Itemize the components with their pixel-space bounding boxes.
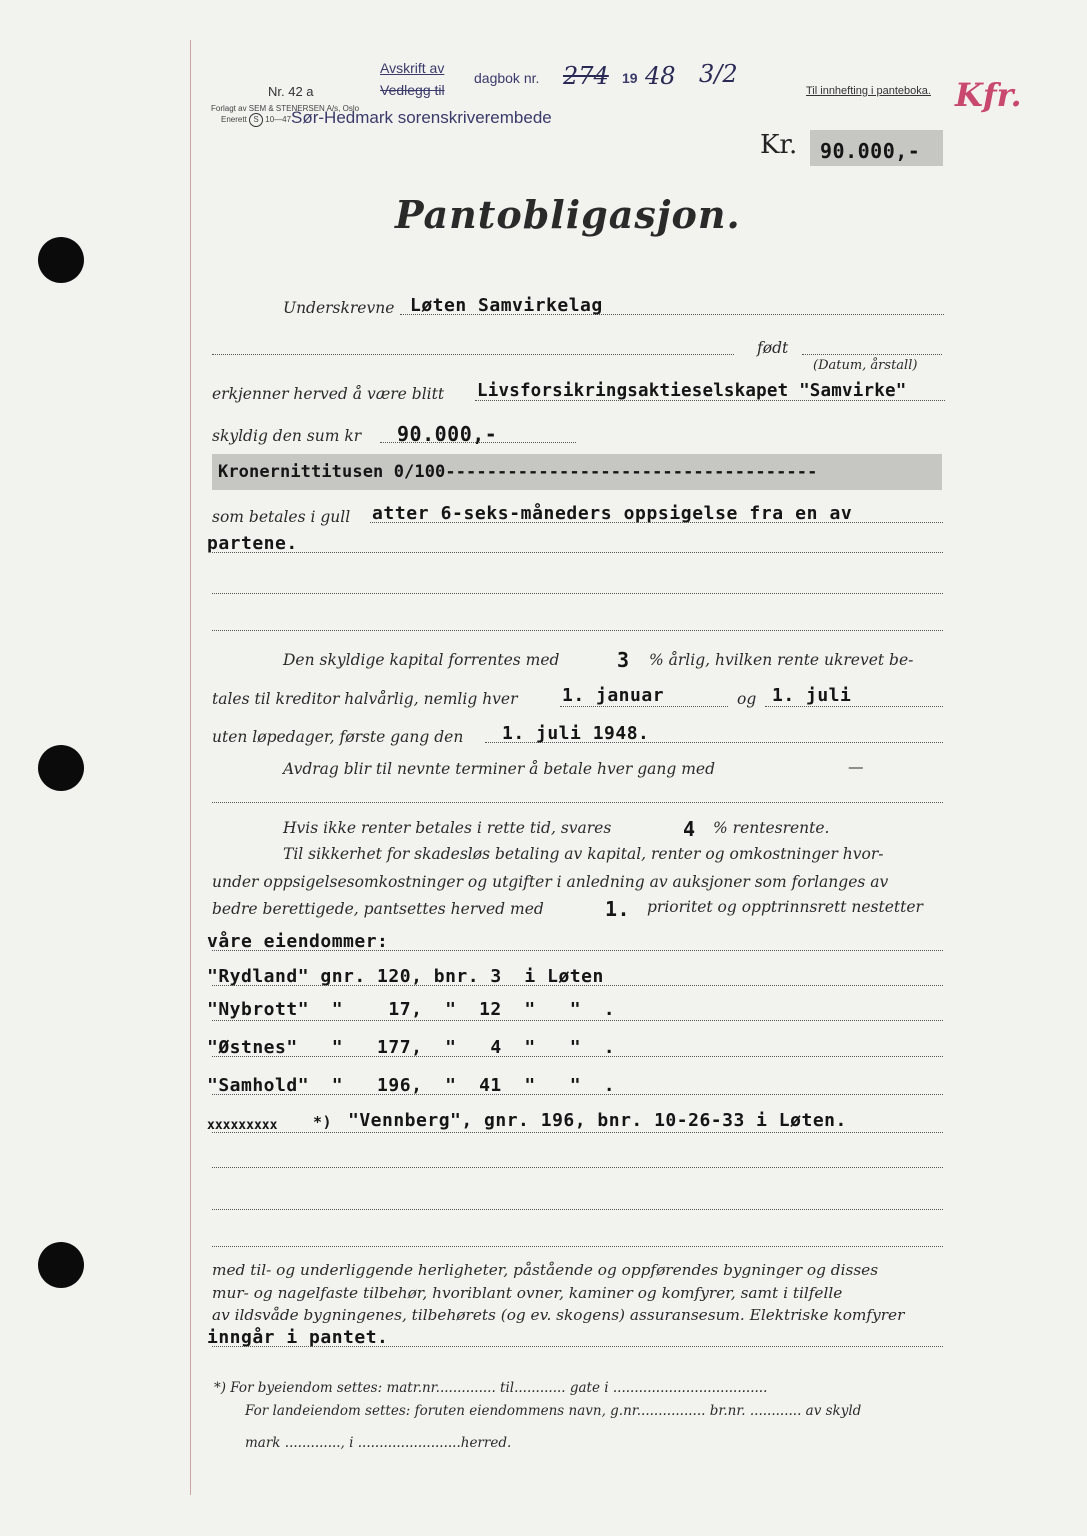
punch-hole-bottom bbox=[38, 1242, 84, 1288]
term1-value: 1. januar bbox=[562, 685, 665, 706]
amount-label: Kr. bbox=[760, 130, 798, 160]
rights-text-2: mur- og nagelfaste tilbehør, hvoriblant ovner, kaminer og komfyrer, samt i tilfelle bbox=[212, 1284, 843, 1302]
margin-line bbox=[190, 40, 191, 1495]
prop-line-1 bbox=[212, 985, 943, 986]
handwritten-year: 48 bbox=[645, 62, 676, 90]
property-row-1: "Rydland" gnr. 120, bnr. 3 i Løten bbox=[207, 966, 604, 987]
stamp-dagbok: dagbok nr. bbox=[474, 70, 540, 86]
stamp-year-prefix: 19 bbox=[622, 70, 638, 86]
install-value: — bbox=[848, 758, 864, 776]
late-rate: 4 bbox=[683, 817, 696, 841]
foedt-line-left bbox=[212, 354, 734, 355]
prop-line-2 bbox=[212, 1020, 943, 1021]
creditor-value: Livsforsikringsaktieselskapet "Samvirke" bbox=[477, 381, 907, 401]
stamp-vedlegg: Vedlegg til bbox=[380, 82, 445, 98]
prop-line-6 bbox=[212, 1167, 943, 1168]
blank-line-1 bbox=[212, 593, 943, 594]
pay-value-2: partene. bbox=[207, 533, 298, 554]
term2-line bbox=[765, 706, 943, 707]
publisher-logo-icon: S bbox=[249, 113, 263, 127]
last-property-marker: *) bbox=[313, 1113, 333, 1131]
pay-label: som betales i gull bbox=[212, 508, 351, 526]
footnote-3: mark ............., i ........................herred. bbox=[245, 1435, 512, 1451]
sum-label: skyldig den sum kr bbox=[212, 427, 362, 445]
creditor-pay-text: tales til kreditor halvårlig, nemlig hver bbox=[212, 690, 518, 708]
note-top-right: Til innhefting i panteboka. bbox=[806, 85, 931, 97]
security-text-1: Til sikkerhet for skadesløs betaling av kapital, renter og omkostninger hvor- bbox=[283, 845, 884, 863]
undersigned-value: Løten Samvirkelag bbox=[410, 295, 603, 316]
publisher-name: Forlagt av SEM & STENERSEN A/s, Oslo bbox=[211, 104, 360, 113]
rights-text-3: av ildsvåde bygningenes, tilbehørets (og ev. skogens) assuransesum. Elektriske komfyrer bbox=[212, 1306, 905, 1324]
footnote-2: For landeiendom settes: foruten eiendommens navn, g.nr................ br.nr. ............ av skyld bbox=[245, 1403, 862, 1419]
last-property: "Vennberg", gnr. 196, bnr. 10-26-33 i Løten. bbox=[348, 1110, 847, 1131]
creditor-line bbox=[475, 400, 945, 401]
properties-intro: våre eiendommer: bbox=[207, 931, 389, 952]
prop-line-4 bbox=[212, 1094, 943, 1095]
footnote-1: *) For byeiendom settes: matr.nr.............. til............ gate i .................................... bbox=[214, 1380, 768, 1396]
handwritten-initials: Kfr. bbox=[955, 76, 1022, 114]
late-text-2: % rentesrente. bbox=[713, 819, 830, 837]
install-text: Avdrag blir til nevnte terminer å betale hver gang med bbox=[283, 760, 715, 778]
rights-line bbox=[212, 1346, 943, 1347]
security-text-3: bedre berettigede, pantsettes herved med bbox=[212, 900, 544, 918]
stamp-avskrift: Avskrift av bbox=[380, 60, 445, 76]
handwritten-dagbok-number: 274 bbox=[563, 62, 609, 90]
stamp-office: Sør-Hedmark sorenskriverembede bbox=[291, 108, 552, 127]
term1-line bbox=[560, 706, 728, 707]
pay-value: atter 6-seks-måneders oppsigelse fra en av bbox=[372, 503, 853, 524]
punch-hole-middle bbox=[38, 745, 84, 791]
pay-line-2 bbox=[212, 552, 943, 553]
property-row-3: "Østnes" " 177, " 4 " " . bbox=[207, 1037, 616, 1058]
prop-line-0 bbox=[212, 950, 943, 951]
punch-hole-top bbox=[38, 237, 84, 283]
first-time-text: uten løpedager, første gang den bbox=[212, 728, 464, 746]
prop-line-8 bbox=[212, 1246, 943, 1247]
foedt-line-right bbox=[802, 354, 942, 355]
publisher-date: 10—47 bbox=[265, 115, 292, 125]
crossed-out-text: xxxxxxxxx bbox=[207, 1118, 278, 1133]
security-text-2: under oppsigelsesomkostninger og utgifter i anledning av auksjoner som forlanges av bbox=[212, 873, 889, 891]
creditor-label: erkjenner herved å være blitt bbox=[212, 385, 445, 403]
sum-words: Kronernittitusen 0/100------------------------------------ bbox=[218, 462, 818, 482]
prop-line-3 bbox=[212, 1056, 943, 1057]
late-text-1: Hvis ikke renter betales i rette tid, svares bbox=[283, 819, 612, 837]
handwritten-date: 3/2 bbox=[699, 60, 738, 88]
foedt-label: født bbox=[757, 339, 789, 357]
install-line bbox=[212, 802, 943, 803]
interest-text-1: Den skyldige kapital forrentes med bbox=[283, 651, 560, 669]
foedt-sublabel: (Datum, årstall) bbox=[813, 358, 918, 373]
form-number: Nr. 42 a bbox=[268, 84, 314, 99]
document-title: Pantobligasjon. bbox=[395, 192, 741, 237]
undersigned-label: Underskrevne bbox=[283, 299, 395, 317]
interest-rate: 3 bbox=[617, 648, 630, 672]
first-date-value: 1. juli 1948. bbox=[502, 723, 650, 744]
interest-text-2: % årlig, hvilken rente ukrevet be- bbox=[649, 651, 914, 669]
prop-line-5 bbox=[212, 1132, 943, 1133]
property-row-4: "Samhold" " 196, " 41 " " . bbox=[207, 1075, 616, 1096]
priority-value: 1. bbox=[605, 897, 631, 921]
og-label: og bbox=[737, 690, 757, 708]
term2-value: 1. juli bbox=[772, 685, 852, 706]
pay-line bbox=[370, 522, 943, 523]
publisher-enerett: Enerett bbox=[221, 115, 247, 125]
blank-line-2 bbox=[212, 630, 943, 631]
property-row-2: "Nybrott" " 17, " 12 " " . bbox=[207, 999, 616, 1020]
rights-text-1: med til- og underliggende herligheter, påstående og oppførendes bygninger og disses bbox=[212, 1261, 879, 1279]
security-text-4: prioritet og opptrinnsrett nestetter bbox=[647, 898, 923, 916]
sum-value: 90.000,- bbox=[397, 422, 498, 446]
rights-value: inngår i pantet. bbox=[207, 1327, 389, 1348]
amount-value: 90.000,- bbox=[820, 139, 921, 163]
prop-line-7 bbox=[212, 1209, 943, 1210]
